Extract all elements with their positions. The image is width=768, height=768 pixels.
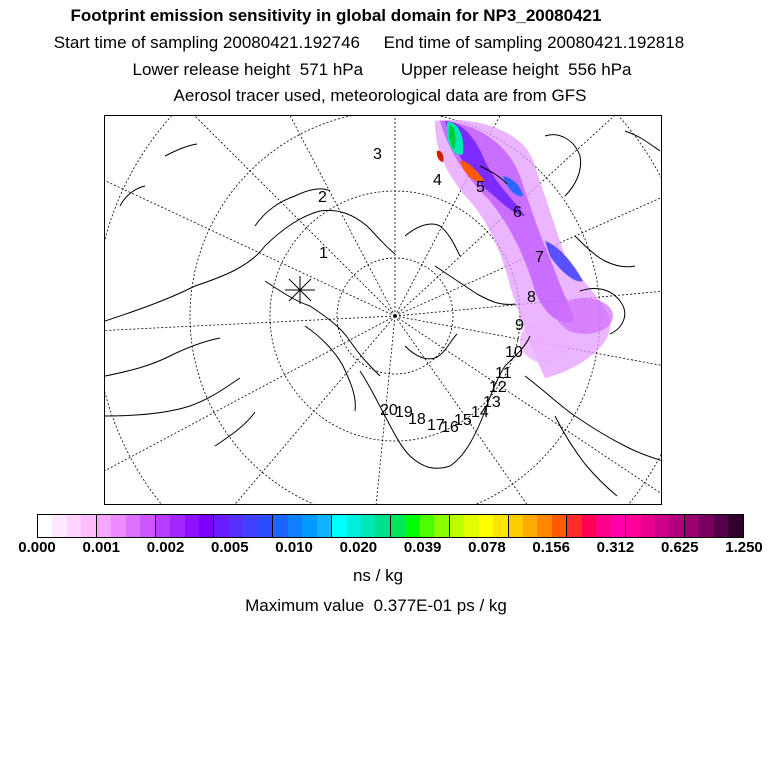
sampling-times: Start time of sampling 20080421.192746 End time of sampling 20080421.192818 [53, 33, 685, 52]
colorbar-segment [81, 515, 96, 537]
colorbar-segment [38, 515, 52, 537]
flight-label-1: 1 [319, 245, 328, 262]
colorbar-tick-label: 1.250 [725, 539, 763, 556]
colorbar-segment [258, 515, 273, 537]
colorbar-segment [199, 515, 214, 537]
colorbar-segment [391, 515, 405, 537]
flight-label-5: 5 [476, 179, 485, 196]
colorbar-segment [243, 515, 257, 537]
colorbar-segment [67, 515, 81, 537]
flight-label-17: 17 [427, 417, 445, 434]
colorbar-segment [611, 515, 626, 537]
colorbar-segment [214, 515, 228, 537]
flight-label-2: 2 [318, 189, 327, 206]
colorbar-segment [641, 515, 655, 537]
colorbar-segment [229, 515, 243, 537]
flight-label-12: 12 [489, 379, 507, 396]
colorbar-tick-label: 0.000 [18, 539, 56, 556]
flight-label-19: 19 [395, 404, 413, 421]
colorbar-segment [420, 515, 434, 537]
colorbar-segment [685, 515, 699, 537]
colorbar-segment [140, 515, 155, 537]
maximum-value: Maximum value 0.377E-01 ps / kg [245, 596, 507, 615]
colorbar-segment [52, 515, 66, 537]
flight-label-20: 20 [380, 402, 398, 419]
colorbar-segment [273, 515, 287, 537]
colorbar-tick-label: 0.001 [82, 539, 121, 556]
polar-map [104, 115, 662, 505]
colorbar-segment [347, 515, 361, 537]
colorbar-segment [493, 515, 508, 537]
flight-label-16: 16 [441, 419, 459, 436]
release-heights: Lower release height 571 hPa Upper release height 556 hPa [132, 60, 632, 79]
flight-label-18: 18 [408, 411, 426, 428]
colorbar-segment [288, 515, 302, 537]
flight-label-10: 10 [505, 344, 523, 361]
colorbar-segment [728, 515, 742, 537]
map-canvas [105, 116, 662, 505]
colorbar-segment [699, 515, 713, 537]
emission-plume [435, 120, 613, 378]
colorbar-segment [626, 515, 640, 537]
colorbar-segment [111, 515, 125, 537]
flight-label-8: 8 [527, 289, 536, 306]
colorbar-tick-label: 0.625 [660, 539, 699, 556]
flight-label-3: 3 [373, 146, 382, 163]
colorbar-segment [361, 515, 375, 537]
colorbar-segment [185, 515, 199, 537]
colorbar-segment [302, 515, 316, 537]
map-title: Footprint emission sensitivity in global domain for NP3_20080421 [70, 6, 602, 25]
colorbar-tick-label: 0.020 [339, 539, 378, 556]
colorbar-segment [582, 515, 596, 537]
colorbar-segment [537, 515, 551, 537]
colorbar-tick-label: 0.312 [596, 539, 635, 556]
colorbar-tick-label: 0.005 [211, 539, 249, 556]
colorbar-segment [156, 515, 170, 537]
colorbar-segment [317, 515, 332, 537]
colorbar-segment [509, 515, 523, 537]
colorbar-segment [464, 515, 478, 537]
tracer-info: Aerosol tracer used, meteorological data are from GFS [173, 86, 587, 105]
colorbar-segment [170, 515, 184, 537]
colorbar-units: ns / kg [352, 566, 404, 585]
colorbar-segment [714, 515, 728, 537]
colorbar-segment [655, 515, 669, 537]
colorbar-segment [332, 515, 346, 537]
flight-label-14: 14 [471, 404, 489, 421]
colorbar-segment [375, 515, 390, 537]
colorbar-segment [126, 515, 140, 537]
colorbar-segment [552, 515, 567, 537]
colorbar-tick-labels [0, 538, 768, 562]
colorbar-segment [596, 515, 610, 537]
colorbar [37, 514, 744, 538]
colorbar-segment [450, 515, 464, 537]
flight-label-7: 7 [535, 249, 544, 266]
flight-label-4: 4 [433, 172, 442, 189]
colorbar-segment [405, 515, 419, 537]
colorbar-tick-label: 0.010 [275, 539, 313, 556]
colorbar-segment [669, 515, 684, 537]
flight-label-13: 13 [483, 394, 501, 411]
colorbar-segment [523, 515, 537, 537]
colorbar-tick-label: 0.156 [532, 539, 570, 556]
colorbar-segment [567, 515, 581, 537]
flight-label-6: 6 [513, 204, 522, 221]
colorbar-tick-label: 0.039 [403, 539, 442, 556]
colorbar-segment [479, 515, 493, 537]
colorbar-tick-label: 0.002 [146, 539, 185, 556]
flight-label-9: 9 [515, 317, 524, 334]
flight-label-15: 15 [454, 412, 472, 429]
colorbar-segment [97, 515, 111, 537]
station-marker [285, 276, 315, 304]
flight-label-11: 11 [495, 365, 512, 382]
colorbar-segment [434, 515, 449, 537]
colorbar-tick-label: 0.078 [468, 539, 506, 556]
